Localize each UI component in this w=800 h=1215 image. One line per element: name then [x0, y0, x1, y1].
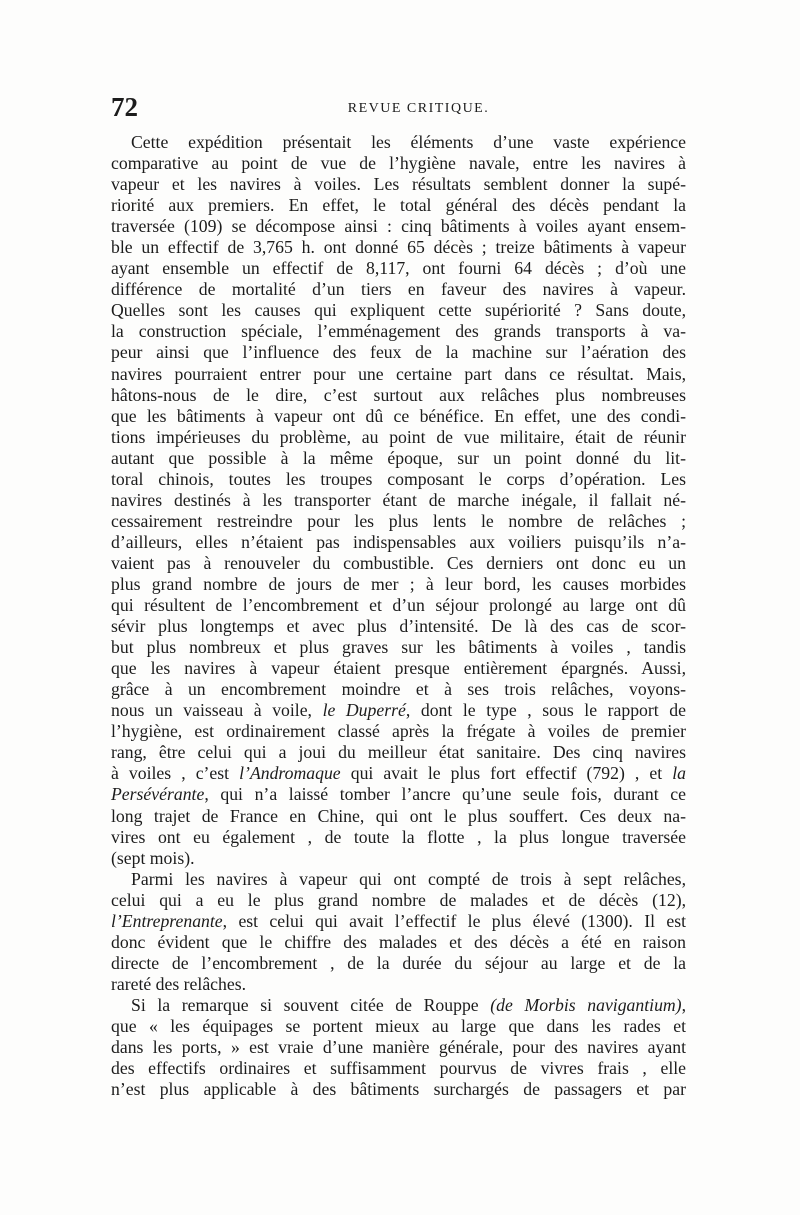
text-run: à voiles , c’est	[111, 763, 240, 784]
text-line: différence de mortalité d’un tiers en faveur des navires à vapeur.	[111, 279, 686, 300]
running-head: REVUE CRITIQUE.	[347, 101, 490, 116]
text-line: navires pourraient entrer pour une certaine part dans ce résultat. Mais,	[111, 363, 686, 384]
text-line: navires destinés à les transporter étant de marche inégale, il fallait né-	[111, 489, 686, 510]
text-run: qui avait le plus fort effectif (792) , et	[340, 763, 673, 784]
text-line: vapeur et les navires à voiles. Les résultats semblent donner la supé-	[111, 174, 686, 195]
text-line: (sept mois).	[111, 847, 195, 868]
text-line: des effectifs ordinaires et suffisamment pourvus de vivres frais , elle	[111, 1058, 686, 1079]
text-line: que les navires à vapeur étaient presque entièrement épargnés. Aussi,	[111, 658, 686, 679]
text-line: rareté des relâches.	[111, 973, 247, 994]
text-line: long trajet de France en Chine, qui ont le plus souffert. Ces deux na-	[111, 805, 686, 826]
text-line	[111, 911, 686, 932]
text-line: grâce à un encombrement moindre et à ses trois relâches, voyons-	[111, 679, 686, 700]
text-line: l’hygiène, est ordinairement classé après la frégate à voiles de premier	[111, 721, 686, 742]
text-line: que les bâtiments à vapeur ont dû ce bénéfice. En effet, une des condi-	[111, 405, 686, 426]
text-line: ble un effectif de 3,765 h. ont donné 65 décès ; treize bâtiments à vapeur	[111, 237, 686, 258]
text-line: donc évident que le chiffre des malades et des décès a été en raison	[111, 931, 686, 952]
text-run: Si la remarque si souvent citée de Rouppe	[131, 994, 491, 1015]
text-line: que « les équipages se portent mieux au large que dans les rades et	[111, 1015, 686, 1036]
text-line: plus grand nombre de jours de mer ; à leur bord, les causes morbides	[111, 573, 686, 594]
page-header	[111, 92, 686, 122]
text-line: rang, être celui qui a joui du meilleur état sanitaire. Des cinq navires	[111, 742, 686, 763]
text-line: autant que possible à la même époque, sur un point donné du lit-	[111, 447, 686, 468]
text-line: la construction spéciale, l’emménagement des grands transports à va-	[111, 321, 686, 342]
page-number: 72	[111, 92, 138, 122]
text-run: , est celui qui avait l’effectif le plus élevé (1300). Il est	[222, 910, 686, 931]
text-line: n’est plus applicable à des bâtiments surchargés de passagers et par	[111, 1079, 686, 1100]
text-line: sévir plus longtemps et avec plus d’intensité. De là des cas de scor-	[111, 616, 686, 637]
ship-name-entreprenante: l’Entreprenante	[111, 910, 223, 931]
text-line: hâtons-nous de le dire, c’est surtout aux relâches plus nombreuses	[111, 384, 686, 405]
book-title-de-morbis: (de Morbis navigantium)	[490, 994, 682, 1015]
text-line	[111, 995, 686, 1016]
text-line: celui qui a eu le plus grand nombre de malades et de décès (12),	[111, 889, 686, 910]
text-line	[111, 763, 686, 784]
text-line: traversée (109) se décompose ainsi : cinq bâtiments à voiles ayant ensem-	[111, 216, 686, 237]
ship-name-andromaque: l’Andromaque	[239, 763, 341, 784]
text-line: but plus nombreux et plus graves sur les bâtiments à voiles , tandis	[111, 637, 686, 658]
text-line: vaient pas à renouveler du combustible. Ces derniers ont donc eu un	[111, 552, 686, 573]
text-line: dans les ports, » est vraie d’une manière générale, pour des navires ayant	[111, 1037, 686, 1058]
text-run: , dont le type , sous le rapport de	[405, 700, 686, 721]
text-line: Cette expédition présentait les éléments d’une vaste expérience	[131, 132, 686, 152]
text-line: vires ont eu également , de toute la flotte , la plus longue traversée	[111, 826, 686, 847]
ship-name-duperre: le Duperré	[322, 700, 406, 721]
text-line: tions impérieuses du problème, au point de vue militaire, était de réunir	[111, 426, 686, 447]
text-line: toral chinois, toutes les troupes composant le corps d’opération. Les	[111, 468, 686, 489]
text-line: directe de l’encombrement , de la durée du séjour au large et de la	[111, 952, 686, 973]
text-line: peur ainsi que l’influence des feux de la machine sur l’aération des	[111, 342, 686, 363]
text-run: , qui n’a laissé tomber l’ancre qu’une seule fois, durant ce	[204, 784, 686, 805]
text-line: cessairement restreindre pour les plus lents le nombre de relâches ;	[111, 510, 686, 531]
ship-name-perseverante: Persévérante	[111, 784, 205, 805]
text-line: Parmi les navires à vapeur qui ont compté de trois à sept relâches,	[131, 868, 686, 889]
text-run: nous un vaisseau à voile,	[111, 700, 323, 721]
text-line	[111, 700, 686, 721]
text-line: riorité aux premiers. En effet, le total général des décès pendant la	[111, 195, 686, 216]
text-line: qui résultent de l’encombrement et d’un séjour prolongé au large ont dû	[111, 595, 686, 616]
text-line	[111, 784, 686, 805]
ship-name-la: la	[672, 763, 686, 784]
text-run: ,	[681, 994, 686, 1015]
text-line: d’ailleurs, elles n’étaient pas indispensables aux voiliers puisqu’ils n’a-	[111, 531, 686, 552]
text-line: Quelles sont les causes qui expliquent cette supériorité ? Sans doute,	[111, 300, 686, 321]
text-line: ayant ensemble un effectif de 8,117, ont fourni 64 décès ; d’où une	[111, 258, 686, 279]
text-line: comparative au point de vue de l’hygiène navale, entre les navires à	[111, 153, 686, 174]
body-text	[111, 132, 686, 1100]
